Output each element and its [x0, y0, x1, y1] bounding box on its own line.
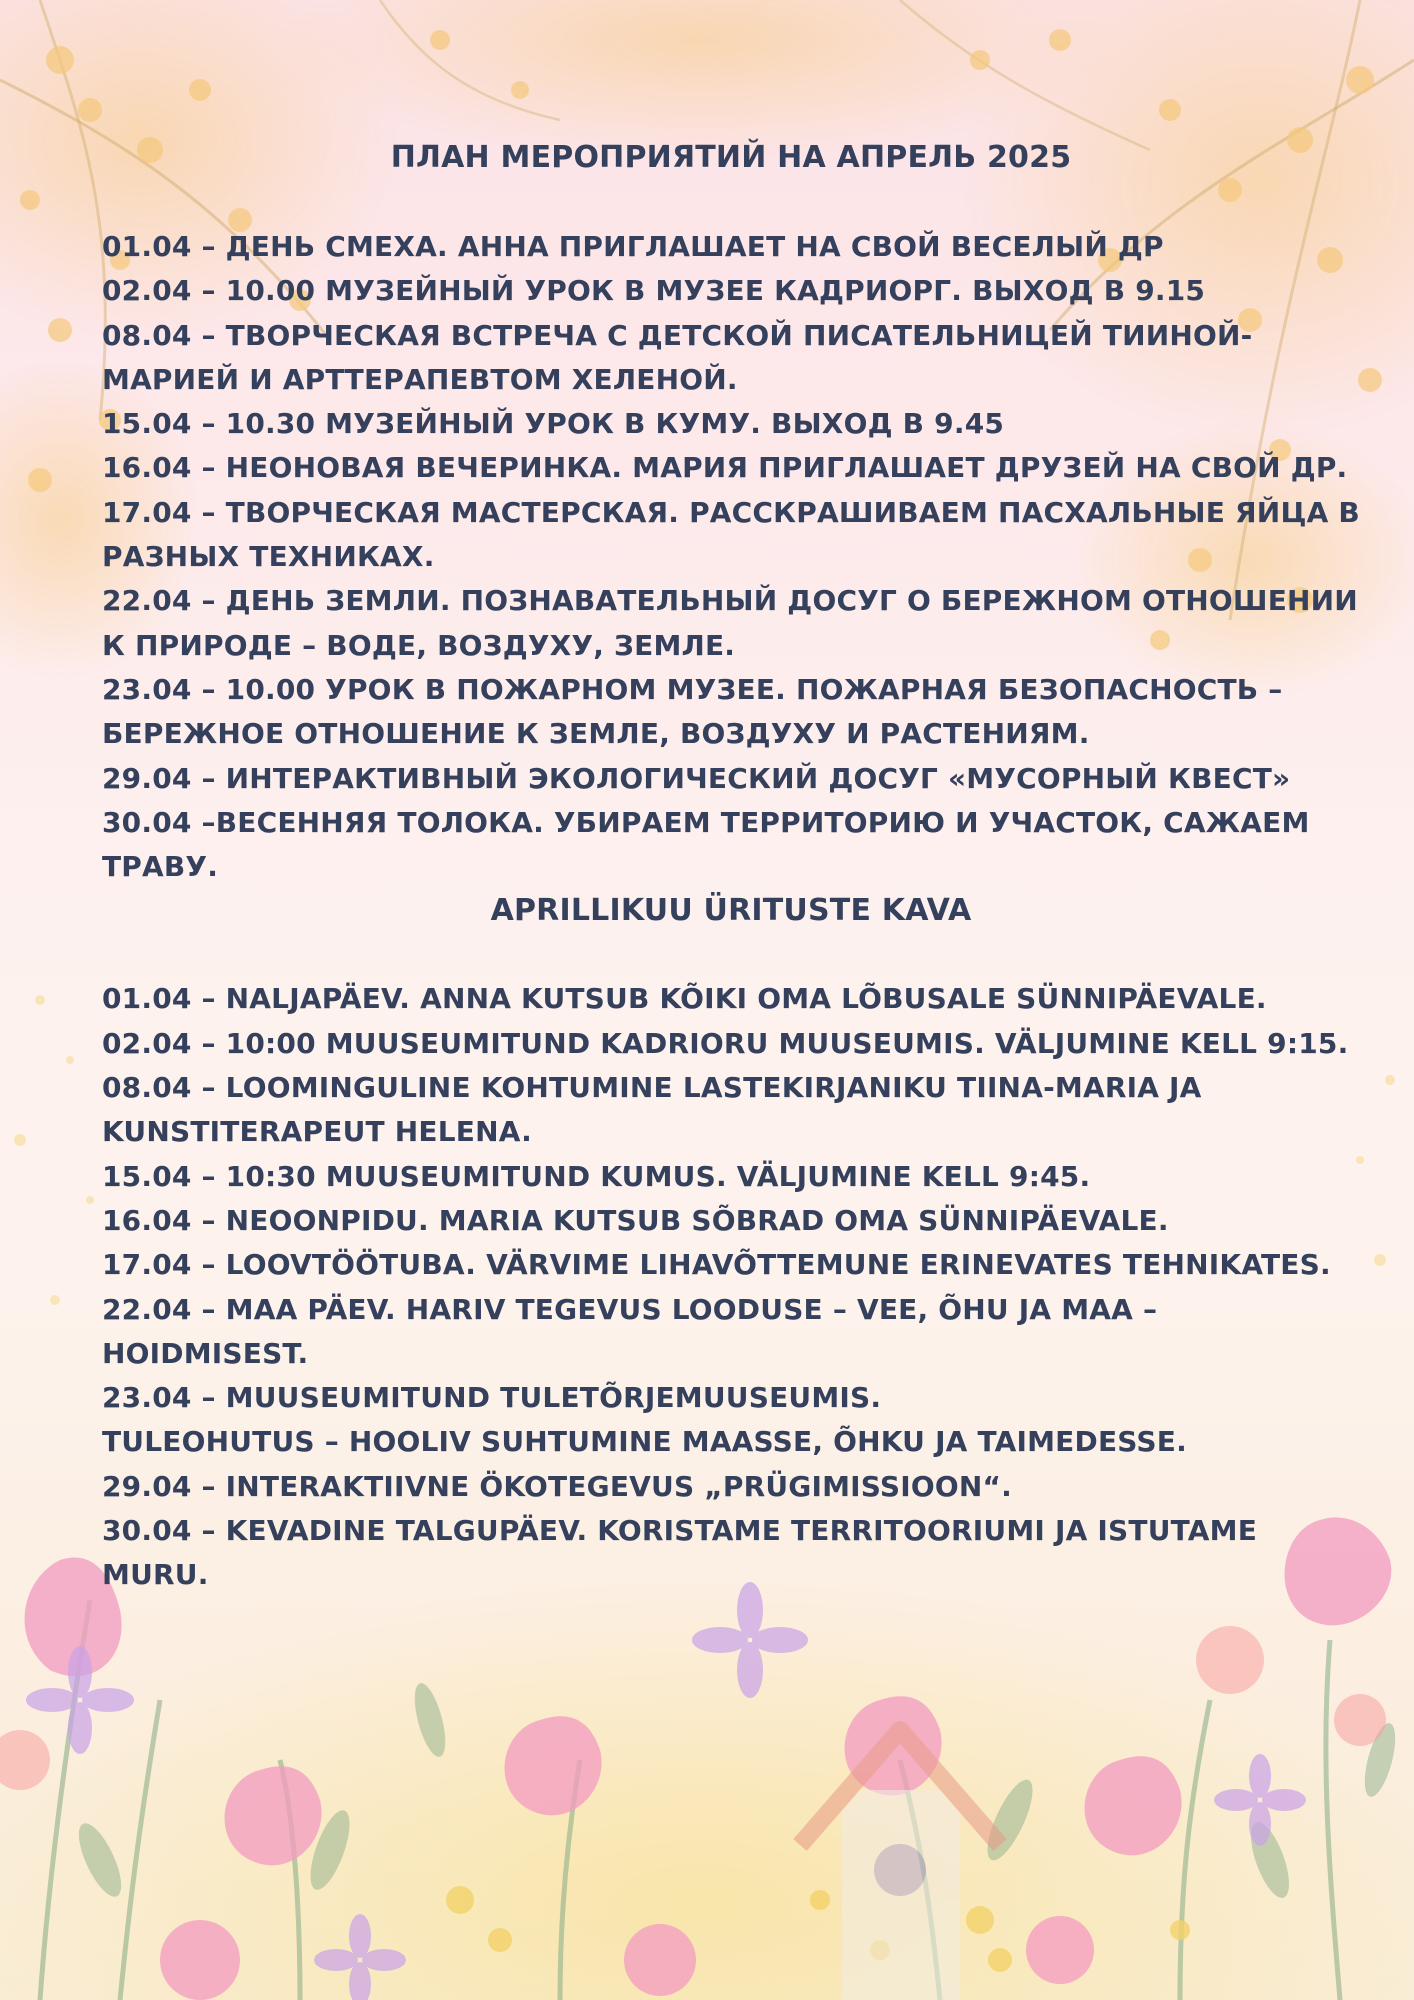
event-item-ru-0104: 01.04 – ДЕНЬ СМЕХА. АННА ПРИГЛАШАЕТ НА СВОЙ ВЕСЕЛЫЙ ДР	[102, 230, 1164, 263]
event-item-et-2304-cont: TULEOHUTUS – HOOLIV SUHTUMINE MAASSE, ÕHKU JA TAIMEDESSE.	[102, 1425, 1187, 1459]
events-list-et	[102, 977, 1362, 1597]
event-item-ru-2204: 22.04 – ДЕНЬ ЗЕМЛИ. ПОЗНАВАТЕЛЬНЫЙ ДОСУГ О БЕРЕЖНОМ ОТНОШЕНИИ К ПРИРОДЕ – ВОДЕ, ВОЗДУХУ, ЗЕМЛЕ.	[102, 584, 1358, 662]
event-item-et-0804: 08.04 – LOOMINGULINE KOHTUMINE LASTEKIRJANIKU TIINA-MARIA JA KUNSTITERAPEUT HELENA.	[102, 1071, 1202, 1149]
event-item-ru-2904: 29.04 – ИНТЕРАКТИВНЫЙ ЭКОЛОГИЧЕСКИЙ ДОСУГ «МУСОРНЫЙ КВЕСТ»	[102, 761, 1291, 795]
event-item-et-3004: 30.04 – KEVADINE TALGUPÄEV. KORISTAME TERRITOORIUMI JA ISTUTAME MURU.	[102, 1514, 1258, 1592]
event-item-et-1504: 15.04 – 10:30 MUUSEUMITUND KUMUS. VÄLJUMINE KELL 9:45.	[102, 1159, 1091, 1193]
event-item-ru-3004: 30.04 –ВЕСЕННЯЯ ТОЛОКА. УБИРАЕМ ТЕРРИТОРИЮ И УЧАСТОК, САЖАЕМ ТРАВУ.	[102, 805, 1310, 884]
event-item-et-2904: 29.04 – INTERAKTIIVNE ÖKOTEGEVUS „PRÜGIMISSIOON“.	[102, 1469, 1012, 1503]
event-item-et-1704: 17.04 – LOOVTÖÖTUBA. VÄRVIME LIHAVÕTTEMUNE ERINEVATES TEHNIKATES.	[102, 1248, 1331, 1282]
event-item-et-0104: 01.04 – NALJAPÄEV. ANNA KUTSUB KÕIKI OMA LÕBUSALE SÜNNIPÄEVALE.	[102, 982, 1267, 1016]
plan-title-et: APRILLIKUU ÜRITUSTE KAVA	[490, 893, 972, 929]
event-item-ru-1604: 16.04 – НЕОНОВАЯ ВЕЧЕРИНКА. МАРИЯ ПРИГЛАШАЕТ ДРУЗЕЙ НА СВОЙ ДР.	[102, 451, 1348, 485]
event-item-et-2204: 22.04 – MAA PÄEV. HARIV TEGEVUS LOODUSE – VEE, ÕHU JA MAA – HOIDMISEST.	[102, 1292, 1158, 1370]
plan-title-ru: ПЛАН МЕРОПРИЯТИЙ НА АПРЕЛЬ 2025	[390, 140, 1072, 175]
event-item-ru-2304: 23.04 – 10.00 УРОК В ПОЖАРНОМ МУЗЕЕ. ПОЖАРНАЯ БЕЗОПАСНОСТЬ – БЕРЕЖНОЕ ОТНОШЕНИЕ К ЗЕМЛЕ, ВОЗДУХУ И РАСТЕНИЯМ.	[102, 672, 1283, 751]
event-item-ru-0204: 02.04 – 10.00 МУЗЕЙНЫЙ УРОК В МУЗЕЕ КАДРИОРГ. ВЫХОД В 9.15	[102, 274, 1206, 308]
event-item-et-1604: 16.04 – NEOONPIDU. MARIA KUTSUB SÕBRAD OMA SÜNNIPÄEVALE.	[102, 1203, 1169, 1237]
events-list-ru	[102, 225, 1362, 889]
events-content	[102, 136, 1362, 1598]
event-item-ru-0804: 08.04 – ТВОРЧЕСКАЯ ВСТРЕЧА С ДЕТСКОЙ ПИСАТЕЛЬНИЦЕЙ ТИИНОЙ-МАРИЕЙ И АРТТЕРАПЕВТОМ ХЕЛЕНОЙ.	[102, 318, 1253, 396]
event-item-et-2304: 23.04 – MUUSEUMITUND TULETÕRJEMUUSEUMIS.	[102, 1381, 882, 1415]
event-item-et-0204: 02.04 – 10:00 MUUSEUMITUND KADRIORU MUUSEUMIS. VÄLJUMINE KELL 9:15.	[102, 1026, 1349, 1060]
event-item-ru-1704: 17.04 – ТВОРЧЕСКАЯ МАСТЕРСКАЯ. РАССКРАШИВАЕМ ПАСХАЛЬНЫЕ ЯЙЦА В РАЗНЫХ ТЕХНИКАХ.	[102, 495, 1360, 574]
event-item-ru-1504: 15.04 – 10.30 МУЗЕЙНЫЙ УРОК В КУМУ. ВЫХОД В 9.45	[102, 407, 1005, 441]
